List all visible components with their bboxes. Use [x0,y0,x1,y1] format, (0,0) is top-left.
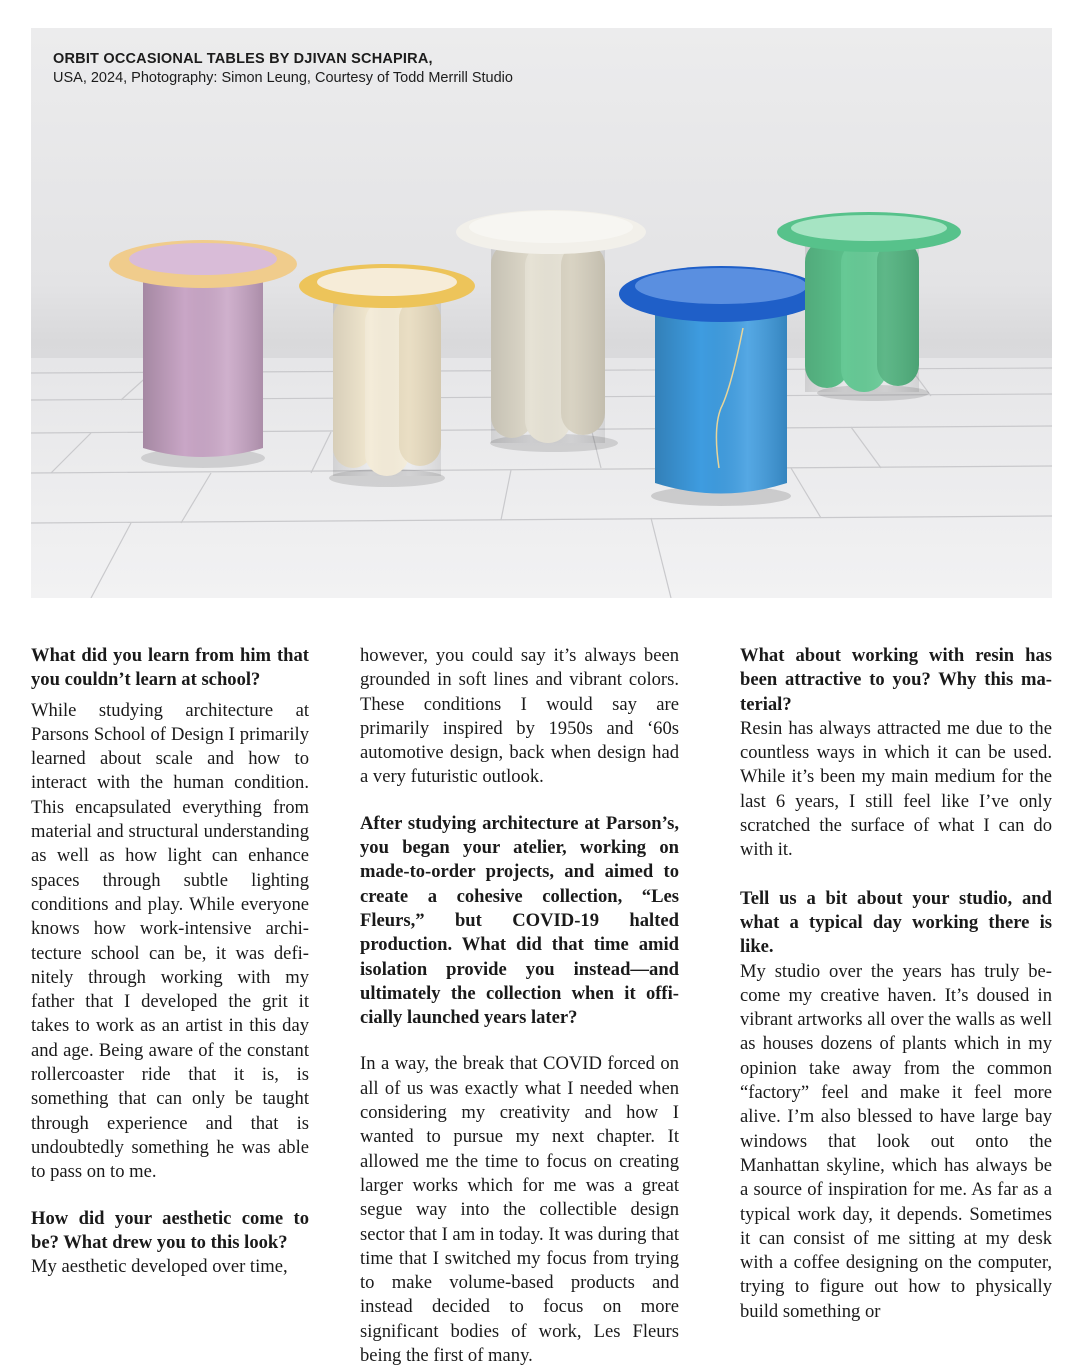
answer-2-start: My aesthetic developed over time, [31,1256,288,1278]
photo-caption [53,50,513,88]
answer-1: While studying architecture at Parsons School of Design I primarily learned about scale and how to interact with the human condition. This encapsulated everything from material and structural understanding as well as how light can enhance spaces through subtle lighting conditions and play. While everyone knows how work-intensive architecture school can be, it was definitely through working with my father that I developed the grit it takes to work as an artist in this day and age. Being aware of the constant rollercoaster ride that it is, is something that can only be taught through experience and that is undoubtedly something he was able to pass on to me. [31,699,309,1183]
caption-credit: USA, 2024, Photography: Simon Leung, Courtesy of Todd Merrill Studio [53,70,513,86]
answer-4: Resin has always attracted me due to the countless ways in which it can be used. While it’s been my main medium for the last 6 years, I still feel like I’ve only scratched the surface of what I can do with it. [740,717,1052,861]
question-4: What about working with resin has been attractive to you? Why this material? [740,645,1052,715]
caption-title: ORBIT OCCASIONAL TABLES BY DJIVAN SCHAPIRA, [53,51,433,67]
question-5: Tell us a bit about your studio, and what a typical day working there is like. [740,887,1052,958]
question-1: What did you learn from him that you couldn’t learn at school? [31,645,309,691]
answer-2-continued: however, you could say it’s always been grounded in soft lines and vibrant colors. These conditions I would say are primarily inspired by 1950s and ‘60s automotive design, back when design had a very futuristic outlook. [360,645,679,788]
tables-illustration [31,28,1052,598]
question-3: After studying architecture at Parson’s, you began your atelier, working on made-to-order projects, and aimed to create a cohesive collection, “Les Fleurs,” but COVID-19 halted production. What did that time amid isolation provide you instead—and ultimately the collection when it officially launched years later? [360,812,679,1029]
hero-photo [31,28,1052,598]
article-column-2 [360,644,679,1368]
article-column-1 [31,644,309,1279]
answer-5: My studio over the years has truly become my creative haven. It’s doused in vibrant artworks all over the walls as well as houses dozens of plants which in my opinion take away from the common “factory” feel and make it feel more alive. I’m also blessed to have large bay windows that look out onto the Manhattan skyline, which has always be a source of inspiration for me. As far as a typical work day, it depends. Sometimes it can consist of me sitting at my desk with a coffee designing on the computer, trying to figure out how to physically build something or [740,960,1052,1322]
answer-3: In a way, the break that COVID forced on all of us was exactly what I needed when considering my creativity and how I wanted to pursue my next chapter. It allowed me the time to focus on creating larger works which for me was a great segue way into the collectible design sector that I am in today. It was during that time that I switched my focus from trying to make volume-based products and instead decided to focus on more significant bodies of work, Les Fleurs being the first of many. [360,1053,679,1367]
article-column-3 [740,644,1052,1324]
question-2: How did your aesthetic come to be? What drew you to this look? [31,1207,309,1253]
